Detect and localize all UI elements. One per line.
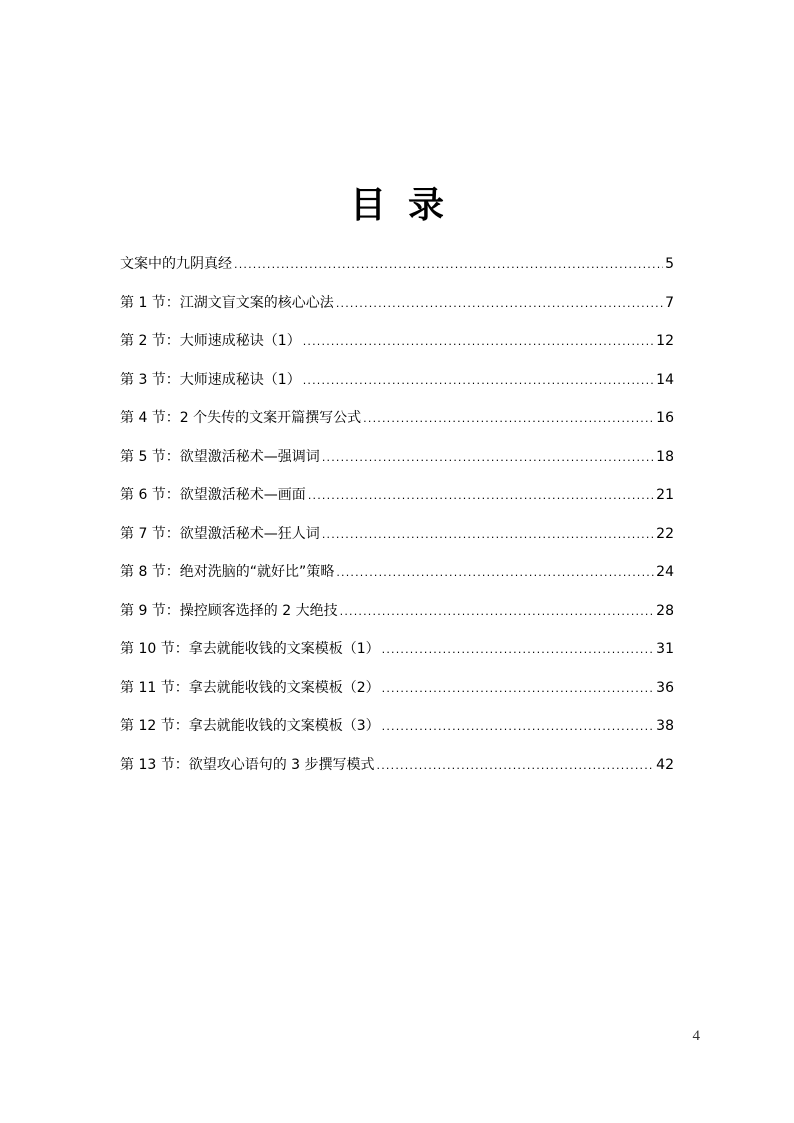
toc-entry-page: 5 xyxy=(665,256,674,272)
toc-entry-page: 12 xyxy=(656,333,674,349)
toc-entry-title: 第 8 节：绝对洗脑的“就好比”策略 xyxy=(120,564,335,580)
toc-entry-title: 第 12 节：拿去就能收钱的文案模板（3） xyxy=(120,718,380,734)
toc-entry[interactable] xyxy=(120,446,674,485)
toc-dot-leader xyxy=(322,524,654,546)
toc-entry-page: 16 xyxy=(656,410,674,426)
toc-entry[interactable] xyxy=(120,677,674,716)
toc-entry-title: 第 6 节：欲望激活秘术—画面 xyxy=(120,487,306,503)
toc-entry-title: 第 1 节：江湖文盲文案的核心心法 xyxy=(120,294,334,311)
toc-entry-page: 18 xyxy=(656,448,674,465)
toc-entry[interactable] xyxy=(120,715,674,754)
toc-entry-page: 28 xyxy=(656,602,674,619)
toc-entry-title: 第 9 节：操控顾客选择的 2 大绝技 xyxy=(120,602,338,619)
toc-entry-page: 7 xyxy=(665,294,674,311)
toc-entry-title: 文案中的九阴真经 xyxy=(120,256,232,272)
toc-dot-leader xyxy=(303,331,654,353)
toc-dot-leader xyxy=(340,601,655,623)
toc-entry[interactable] xyxy=(120,484,674,523)
toc-entry[interactable] xyxy=(120,407,674,446)
toc-entry-page: 31 xyxy=(656,641,674,657)
toc-dot-leader xyxy=(382,716,655,738)
toc-dot-leader xyxy=(377,755,655,777)
toc-entry-title: 第 13 节：欲望攻心语句的 3 步撰写模式 xyxy=(120,756,375,773)
toc-dot-leader xyxy=(336,293,663,315)
toc-entry[interactable] xyxy=(120,253,674,292)
toc-entry[interactable] xyxy=(120,330,674,369)
toc-entry-page: 36 xyxy=(656,679,674,696)
toc-entry-page: 38 xyxy=(656,718,674,734)
toc-entry[interactable] xyxy=(120,561,674,600)
toc-entry[interactable] xyxy=(120,369,674,408)
toc-entry-page: 22 xyxy=(656,525,674,542)
toc-dot-leader xyxy=(382,678,655,700)
toc-entry-title: 第 2 节：大师速成秘诀（1） xyxy=(120,333,301,349)
toc-entry-title: 第 5 节：欲望激活秘术—强调词 xyxy=(120,448,320,465)
toc-entry[interactable] xyxy=(120,523,674,562)
toc-entry[interactable] xyxy=(120,754,674,793)
toc-entry[interactable] xyxy=(120,292,674,331)
toc-dot-leader xyxy=(234,254,663,276)
toc-entry-title: 第 10 节：拿去就能收钱的文案模板（1） xyxy=(120,641,380,657)
toc-dot-leader xyxy=(303,370,654,392)
toc-entry-page: 21 xyxy=(656,487,674,503)
page-title: 目录 xyxy=(349,185,466,226)
toc-entry-page: 24 xyxy=(656,564,674,580)
toc-entry-page: 14 xyxy=(656,371,674,388)
toc-entry-title: 第 3 节：大师速成秘诀（1） xyxy=(120,371,301,388)
toc-entry[interactable] xyxy=(120,600,674,639)
toc-dot-leader xyxy=(308,485,654,507)
toc-entry-title: 第 4 节：2 个失传的文案开篇撰写公式 xyxy=(120,410,362,426)
toc-dot-leader xyxy=(382,639,655,661)
toc-entry[interactable] xyxy=(120,638,674,677)
toc-entry-page: 42 xyxy=(656,756,674,773)
toc-dot-leader xyxy=(322,447,654,469)
toc-entry-title: 第 7 节：欲望激活秘术—狂人词 xyxy=(120,525,320,542)
page-number: 4 xyxy=(692,1028,700,1044)
toc-dot-leader xyxy=(336,562,654,584)
table-of-contents xyxy=(120,253,674,792)
toc-entry-title: 第 11 节：拿去就能收钱的文案模板（2） xyxy=(120,679,380,696)
toc-dot-leader xyxy=(363,408,654,430)
